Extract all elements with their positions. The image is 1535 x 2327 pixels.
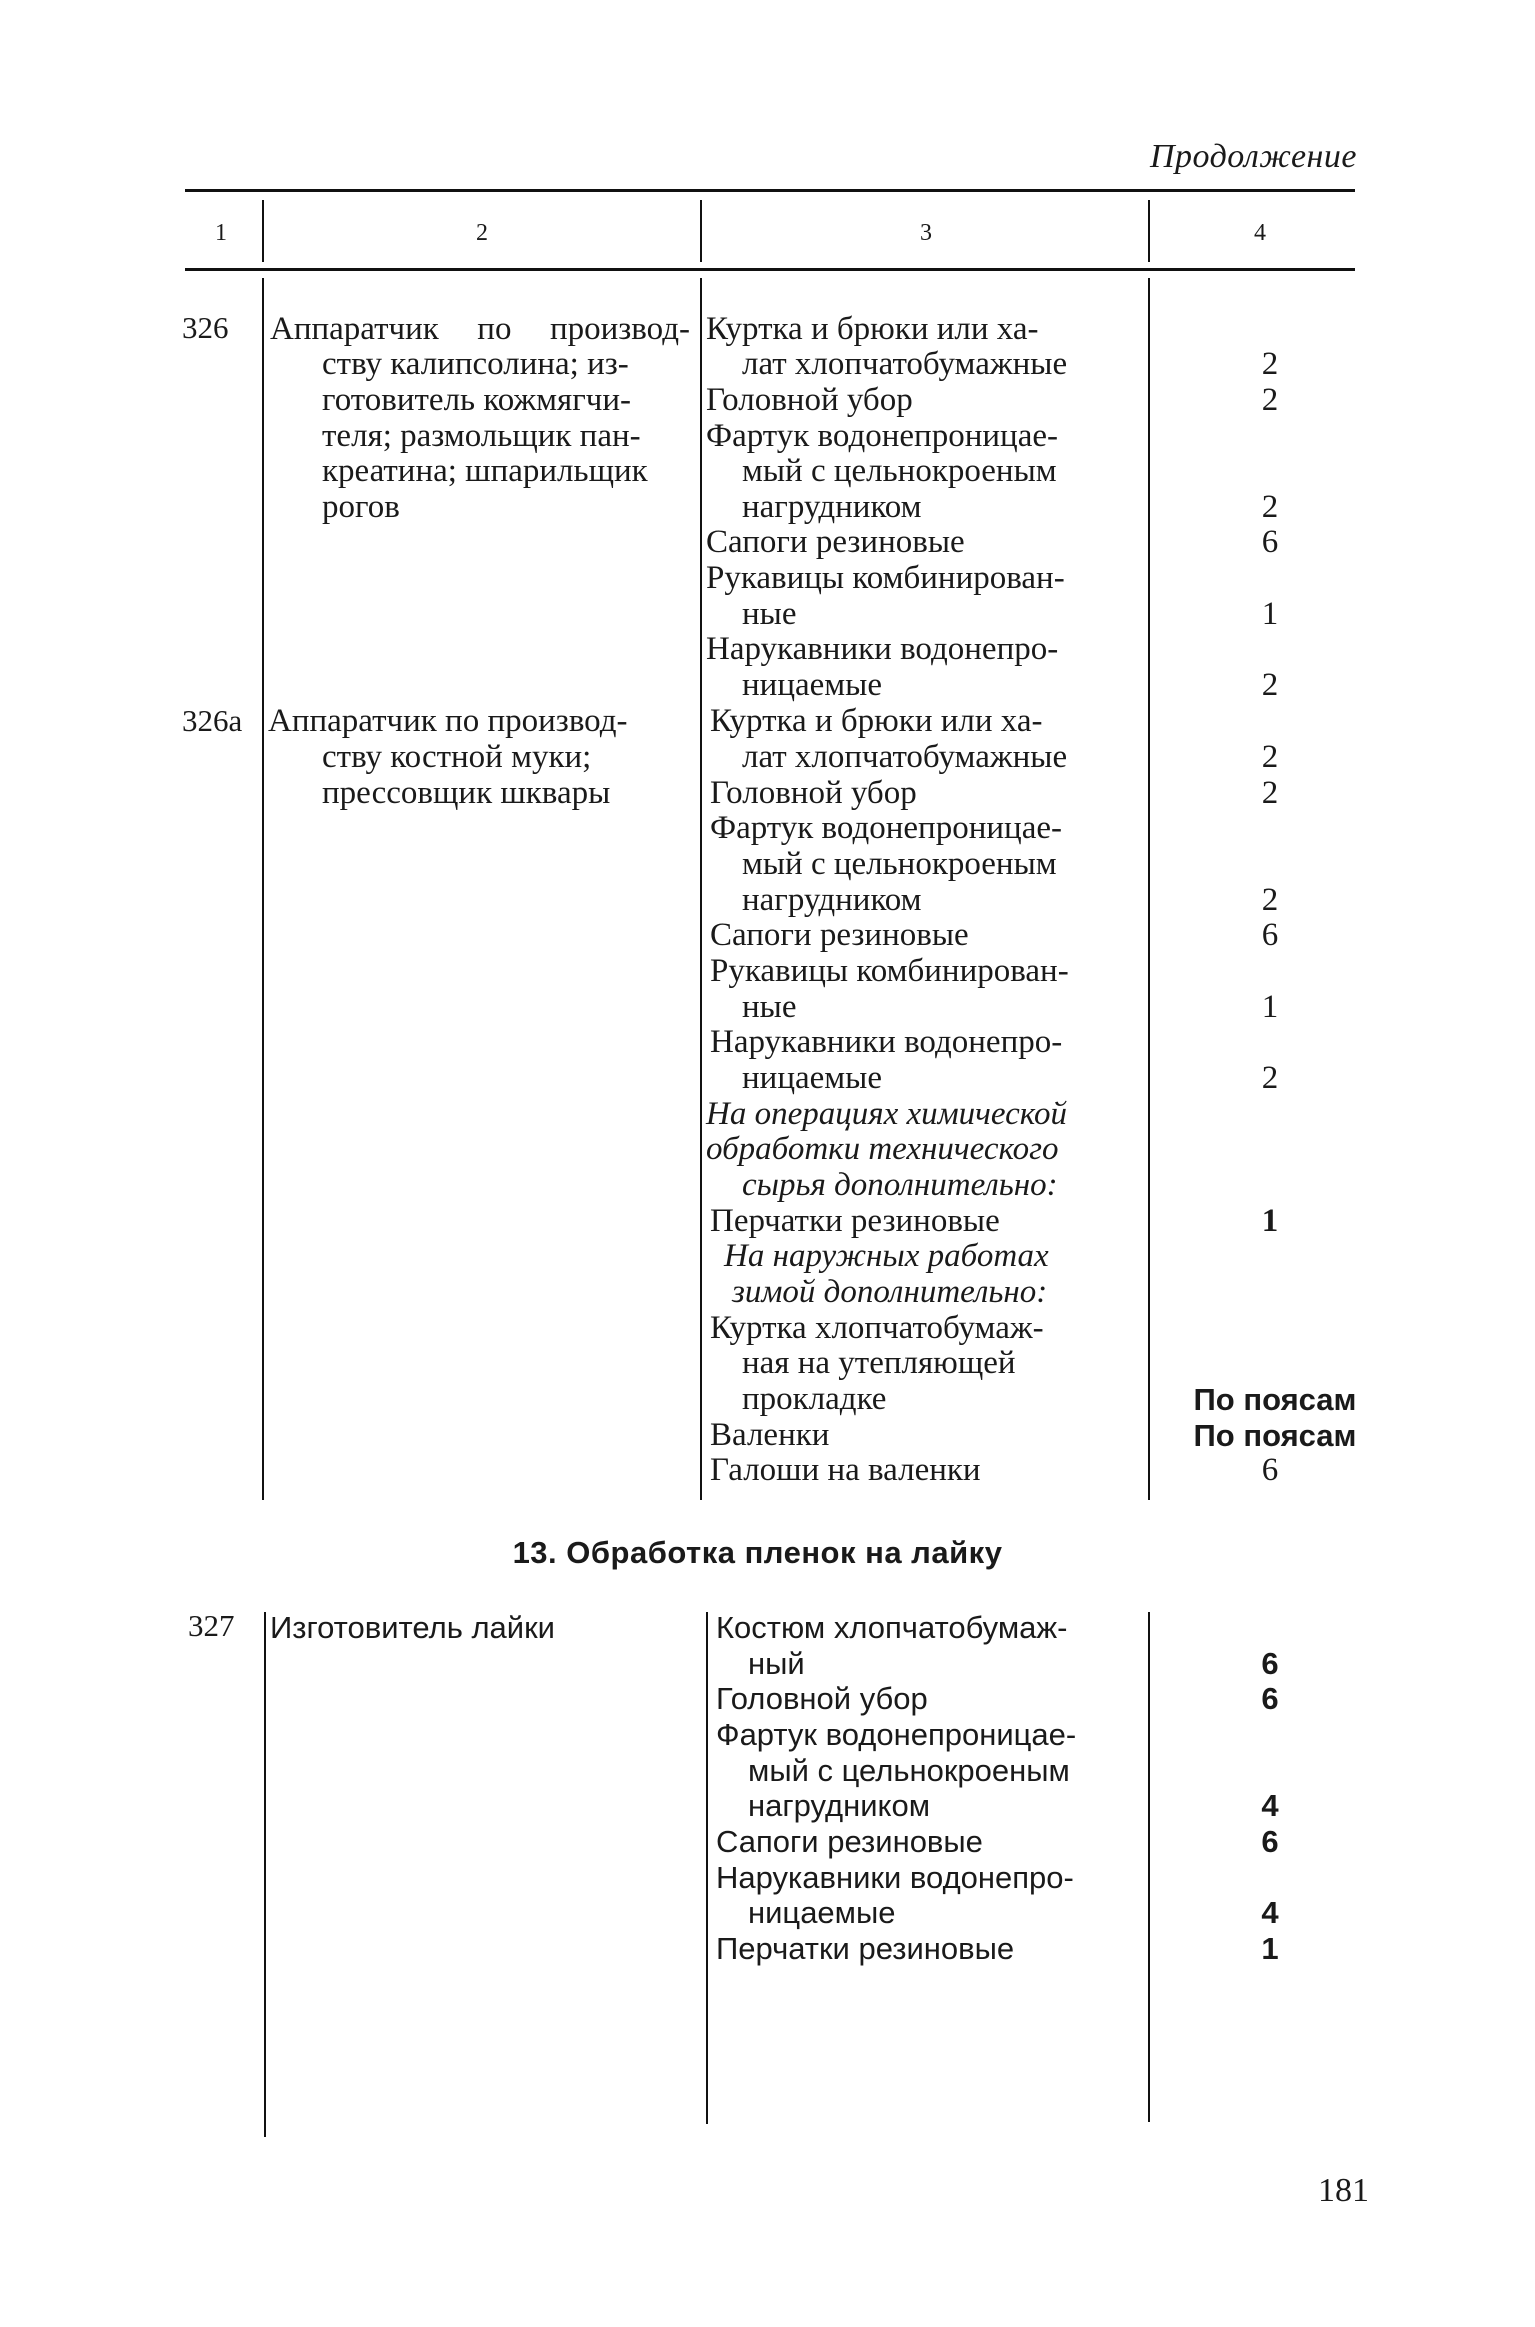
row-number-326: 326 xyxy=(182,310,229,345)
section-title: 13. Обработка пленок на лайку xyxy=(512,1535,1003,1570)
column-divider xyxy=(1148,200,1150,262)
row-number-327: 327 xyxy=(188,1608,235,1643)
column-divider xyxy=(706,1612,708,2124)
column-divider xyxy=(700,200,702,262)
note-winter: На наружных работах xyxy=(724,1238,1049,1274)
continuation-label: Продолжение xyxy=(1149,138,1357,175)
header-col-1: 1 xyxy=(215,220,227,246)
header-col-4: 4 xyxy=(1254,220,1266,246)
page-number: 181 xyxy=(1318,2172,1369,2209)
header-col-2: 2 xyxy=(476,220,488,246)
column-divider xyxy=(262,200,264,262)
table-header-rule xyxy=(185,268,1355,271)
column-divider xyxy=(700,278,702,1500)
note-chemical: На операциях химической xyxy=(706,1096,1067,1132)
column-divider xyxy=(262,278,264,1500)
column-divider xyxy=(1148,278,1150,1500)
header-col-3: 3 xyxy=(920,220,932,246)
table-top-rule xyxy=(185,189,1355,192)
column-divider xyxy=(264,1612,266,2137)
row-number-326a: 326а xyxy=(182,703,243,738)
column-divider xyxy=(1148,1612,1150,2122)
